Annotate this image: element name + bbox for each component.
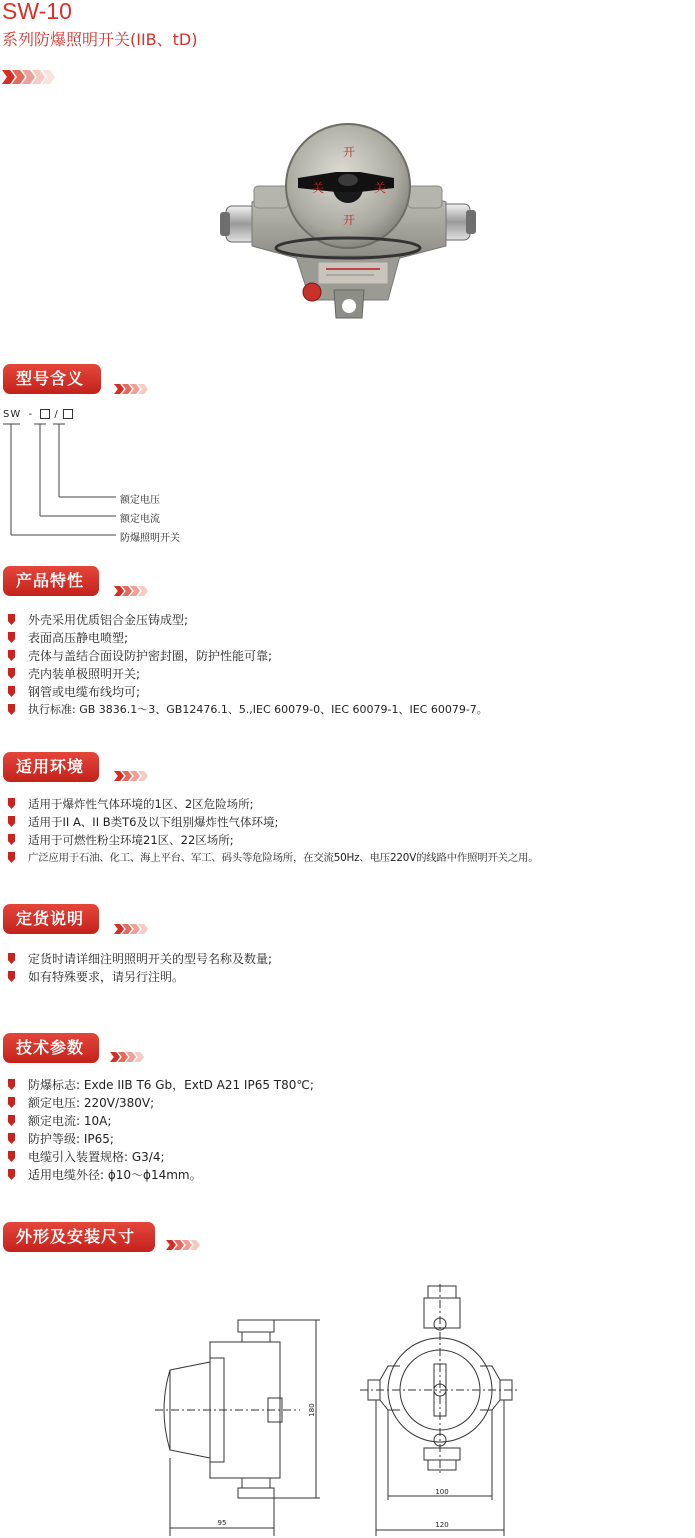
front-view-drawing [360,1284,520,1538]
list-item: 额定电压: 220V/380V; [6,1094,314,1112]
list-item: 执行标准: GB 3836.1～3、GB12476.1、5.,IEC 60079-0、IEC 60079-1、IEC 60079-7。 [6,701,488,719]
list-item: 适用于爆炸性气体环境的1区、2区危险场所; [6,795,538,813]
environment-list [6,795,538,867]
section-heading-environment: 适用环境 [3,752,99,782]
section-chevrons-icon [114,586,146,596]
bullet-icon [8,834,15,845]
bullet-icon [8,650,15,661]
bullet-icon [8,1169,15,1180]
bullet-icon [8,632,15,643]
bullet-icon [8,686,15,697]
bullet-icon [8,1115,15,1126]
list-item: 防护等级: IP65; [6,1130,314,1148]
model-code-slash: / [54,409,59,420]
cover-mark-1: 开 [343,145,356,159]
tech-list [6,1076,314,1184]
dim-side-width: 95 [217,1519,227,1527]
list-item: 防爆标志: Exde IIB T6 Gb，ExtD A21 IP65 T80℃; [6,1076,314,1094]
bullet-icon [8,1151,15,1162]
bullet-icon [8,1133,15,1144]
bullet-icon [8,953,15,964]
bullet-icon [8,614,15,625]
section-heading-dimensions: 外形及安装尺寸 [3,1222,155,1252]
header-chevrons-icon [2,70,52,84]
dim-front-inner-width: 100 [435,1488,449,1496]
section-chevrons-icon [114,384,146,394]
list-item: 广泛应用于石油、化工、海上平台、军工、码头等危险场所，在交流50Hz、电压220V的线路中作照明开关之用。 [6,849,538,867]
model-code-dash: - [28,409,34,420]
section-chevrons-icon [114,924,146,934]
model-label-switch: 防爆照明开关 [120,533,180,544]
bullet-icon [8,798,15,809]
section-heading-model: 型号含义 [3,364,101,394]
model-leader-lines [0,418,200,543]
list-item: 钢管或电缆布线均可; [6,683,488,701]
bullet-icon [8,1079,15,1090]
section-chevrons-icon [114,771,146,781]
section-chevrons-icon [166,1240,198,1250]
list-item: 壳体与盖结合面设防护密封圈，防护性能可靠; [6,647,488,665]
model-label-current: 额定电流 [120,514,160,525]
section-chevrons-icon [110,1052,142,1062]
model-label-voltage: 额定电压 [120,495,160,506]
bullet-icon [8,971,15,982]
section-heading-ordering: 定货说明 [3,904,99,934]
bullet-icon [8,704,15,715]
bullet-icon [8,816,15,827]
list-item: 定货时请详细注明照明开关的型号名称及数量; [6,950,272,968]
section-heading-tech: 技术参数 [3,1033,99,1063]
list-item: 如有特殊要求，请另行注明。 [6,968,272,986]
list-item: 壳内装单极照明开关; [6,665,488,683]
dim-front-outer-width: 120 [435,1521,449,1529]
bullet-icon [8,852,15,863]
list-item: 适用于II A、II B类T6及以下组别爆炸性气体环境; [6,813,538,831]
section-heading-features: 产品特性 [3,566,99,596]
cover-mark-2: 关 [312,181,325,195]
page-subtitle: 系列防爆照明开关(IIB、tD) [2,30,198,49]
list-item: 外壳采用优质铝合金压铸成型; [6,611,488,629]
list-item: 适用电缆外径: ϕ10～ϕ14mm。 [6,1166,314,1184]
list-item: 额定电流: 10A; [6,1112,314,1130]
page-title: SW-10 [2,0,72,24]
list-item: 表面高压静电喷塑; [6,629,488,647]
list-item: 电缆引入装置规格: G3/4; [6,1148,314,1166]
product-photo [218,120,478,325]
bullet-icon [8,668,15,679]
features-list [6,611,488,719]
cover-mark-4: 关 [374,181,387,195]
model-code-prefix: SW [3,409,22,420]
side-view-drawing [150,1318,330,1538]
cover-mark-3: 开 [343,213,356,227]
list-item: 适用于可燃性粉尘环境21区、22区场所; [6,831,538,849]
dim-side-height: 180 [308,1403,316,1417]
bullet-icon [8,1097,15,1108]
ordering-list [6,950,272,986]
